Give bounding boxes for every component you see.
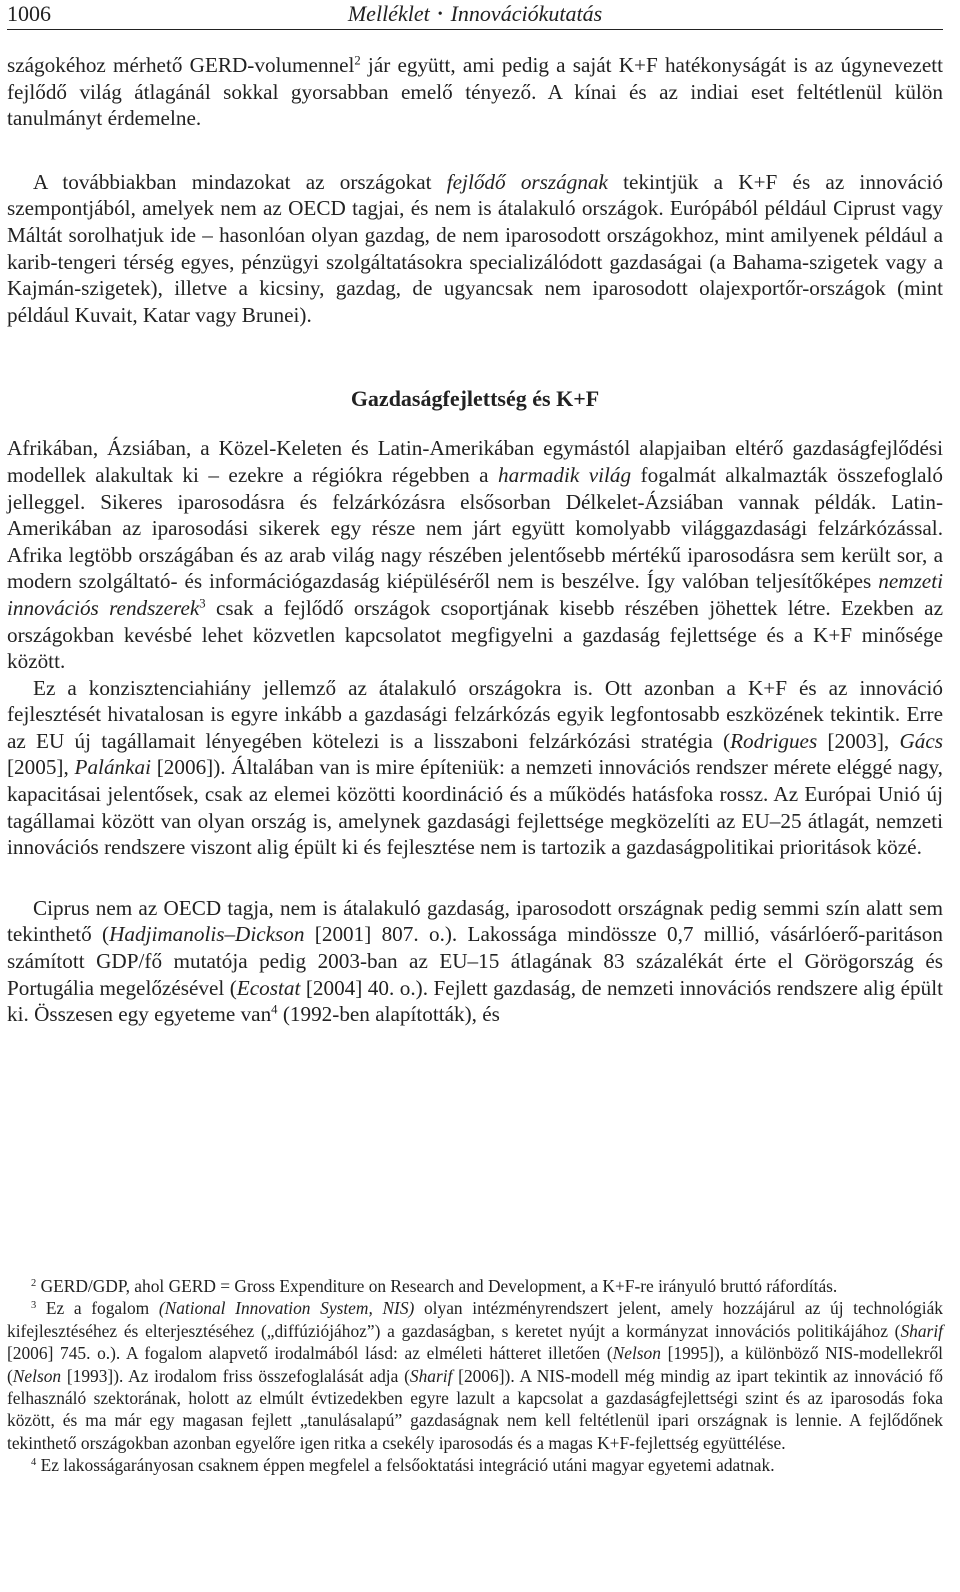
text-run: szágokéhoz mérhető GERD-volumennel <box>7 53 355 77</box>
text-run: A továbbiakban mindazokat az országokat <box>33 169 447 194</box>
paragraph-2 <box>7 169 943 329</box>
footnote-text: olyan intézményrendszert jelent, amely hozzájárul az új technológiák kifejlesztéséhez és elterjesztéséhez („diffúziójához”) a gazdaságban, s keretet nyújt a kormányzat innovációs politikájához ( <box>7 1298 944 1341</box>
text-run: csak a fejlődő országok csoportjának kisebb részében jöhettek létre. Ezekben az országokban kevésbé lehet közvetlen kapcsolatot megfigyelni a gazdaság fejlettsége és a K+F minősége között. <box>7 595 943 674</box>
emphasis: Nelson <box>612 1343 661 1364</box>
text-run: jár együtt, ami pedig a saját K+F hatékonyságát is az úgynevezett fejlődő világ átlagánál sokkal gyorsabban emelő tényező. A kínai és az indiai eset feltétlenül külön tanulmányt érdemelne. <box>7 53 944 131</box>
spacer <box>7 861 943 895</box>
emphasis: Rodrigues <box>730 728 818 753</box>
paragraph-1 <box>7 52 943 132</box>
emphasis: Nelson <box>12 1365 62 1386</box>
running-header <box>7 0 943 28</box>
text-run: [2001] 807. o.). Lakossága mindössze 0,7 millió, vásárlóerő-paritáson számított GDP/fő mutatója pedig 2003-ban az EU–15 átlagának 83 százalékát érte el Görögország és Portugália megelőzésével ( <box>7 922 943 1000</box>
emphasis: (National Innovation System, NIS) <box>158 1298 415 1319</box>
emphasis: harmadik világ <box>498 462 632 487</box>
emphasis: Sharif <box>900 1320 943 1341</box>
running-title <box>7 0 943 29</box>
footnote-ref: 3 <box>199 596 206 611</box>
footnote-3 <box>7 1297 943 1454</box>
text-run: [2004] 40. o.). Fejlett gazdaság, de nemzeti innovációs rendszere alig épült ki. Összesen egy egyeteme van <box>7 975 943 1027</box>
emphasis: Hadjimanolis–Dickson <box>109 922 305 947</box>
text-run: [2005], <box>7 755 75 780</box>
footnote-number: 2 <box>31 1277 37 1289</box>
footnote-ref: 4 <box>271 1002 278 1017</box>
text-run: Afrikában, Ázsiában, a Közel-Keleten és Latin-Amerikában egymástól alapjaiban eltérő gazdaságfejlődési modellek alakultak ki – ezekre a régiókra régebben a <box>7 436 943 487</box>
text-run: Ciprus nem az OECD tagja, nem is átalakuló gazdaság, iparosodott országnak pedig semmi szín alatt sem tekinthető ( <box>7 895 943 947</box>
text-run: Ez a konzisztenciahiány jellemző az átalakuló országokra is. Ott azonban a K+F és az innováció fejlesztését hivatalosan is egyre inkább a gazdasági felzárkózás egyik legfontosabb eszközének tekintik. Erre az EU új tagállamait lényegében kötelezi is a lisszaboni felzárkózási stratégia ( <box>7 675 943 753</box>
page <box>7 0 944 1476</box>
text-run: tekintjük a K+F és az innováció szempontjából, amelyek nem az OECD tagjai, és nem is átalakuló országok. Európából például Ciprust vagy Máltát sorolhatjuk ide – hasonlóan olyan gazdag, de nem iparosodott országokhoz, mint amilyenek például a karib-tengeri térség egyes, pénzügyi szolgáltatásokra specializálódott gazdaságai (a Bahama-szigetek vagy a Kajmán-szigetek), illetve a kicsiny, gazdag, de ugyancsak nem iparosodott olajexportőr-országok (mint például Kuvait, Katar vagy Brunei). <box>7 169 943 327</box>
footnotes <box>7 1275 943 1477</box>
bullet-separator: • <box>437 7 443 22</box>
paragraph-3 <box>7 435 943 674</box>
text-run: [2003], <box>817 728 900 753</box>
footnote-text: Ez a fogalom <box>36 1298 159 1319</box>
paragraph-4 <box>7 675 943 861</box>
main-text <box>7 52 943 1028</box>
footnote-number: 4 <box>31 1457 37 1468</box>
footnote-text: [1993]). Az irodalom friss összefoglalását adja ( <box>61 1365 410 1386</box>
footnote-text: [1995]), a különböző NIS-modellekről ( <box>7 1343 943 1386</box>
section-heading: Gazdaságfejlettség és K+F <box>350 386 600 412</box>
footnote-2 <box>7 1275 943 1297</box>
footnote-text: Ez lakosságarányosan csaknem éppen megfelel a felsőoktatási integráció utáni magyar egyetemi adatnak. <box>36 1455 775 1476</box>
footnote-text: [2006]). A NIS-modell még mindig az ipart tekintik az innováció fő felhasználó szektorának, holott az elmúlt évtizedekben egyre lazult a kapcsolat a gazdaságfejlettségi szint és az iparosodás foka között, és ma már egy magasan fejlett „tanulásalapú” gazdaságnak nem kell feltétlenül ipari országnak is lennie. A fejlődőnek tekinthető országokban azonban egyelőre igen ritka a csekély iparosodás és a magas K+F-fejlettség együttélése. <box>7 1365 943 1453</box>
footnote-text: [2006] 745. o.). A fogalom alapvető irodalmából lásd: az elméleti hátteret illetően ( <box>7 1343 613 1364</box>
text-run: fogalmát alkalmazták összefoglaló jelleggel. Sikeres iparosodásra és felzárkózásra elsősorban Délkelet-Ázsiában vannak példák. Latin-Amerikában az iparosodási sikerek egy része nem járt együtt komolyabb világgazdasági felzárkózással. Afrika legtöbb országában és az arab világ nagy részében jelentősebb mértékű iparosodásra sem került sor, a modern szolgáltató- és információgazdaság kiépüléséről nem is beszélve. Így valóban teljesítőképes <box>7 462 944 594</box>
emphasis: nemzeti innovációs rendszerek <box>7 569 943 620</box>
text-run: (1992-ben alapították), és <box>277 1002 500 1027</box>
paragraph-5 <box>7 895 943 1028</box>
emphasis: fejlődő országnak <box>446 169 608 194</box>
footnote-number: 3 <box>31 1300 37 1312</box>
footnote-ref: 2 <box>354 53 361 68</box>
emphasis: Palánkai <box>74 755 152 780</box>
page-number: 1006 <box>7 1 51 26</box>
footnote-4 <box>7 1454 943 1476</box>
chapter-name: Innovációkutatás <box>450 1 603 26</box>
emphasis: Sharif <box>409 1365 453 1386</box>
section-name: Melléklet <box>347 1 430 26</box>
text-run: [2006]). Általában van is mire építeniük: a nemzeti innovációs rendszer mérete eléggé nagy, kapacitásai jelentősek, csak az elemei közötti koordináció és a működés hatásfoka rossz. Az Európai Unió új tagállamai között van olyan ország is, amelynek gazdasági fejlettsége megközelíti az EU–25 átlagát, nemzeti innovációs rendszere viszont alig épült ki és fejlesztése nem is tartozik a gazdaságpolitikai prioritások közé. <box>7 755 943 860</box>
footnote-text: GERD/GDP, ahol GERD = Gross Expenditure on Research and Development, a K+F-re irányuló bruttó ráfordítás. <box>36 1276 838 1296</box>
emphasis: Gács <box>899 728 943 753</box>
header-rule <box>7 29 943 30</box>
emphasis: Ecostat <box>236 975 301 1000</box>
spacer <box>7 132 943 169</box>
